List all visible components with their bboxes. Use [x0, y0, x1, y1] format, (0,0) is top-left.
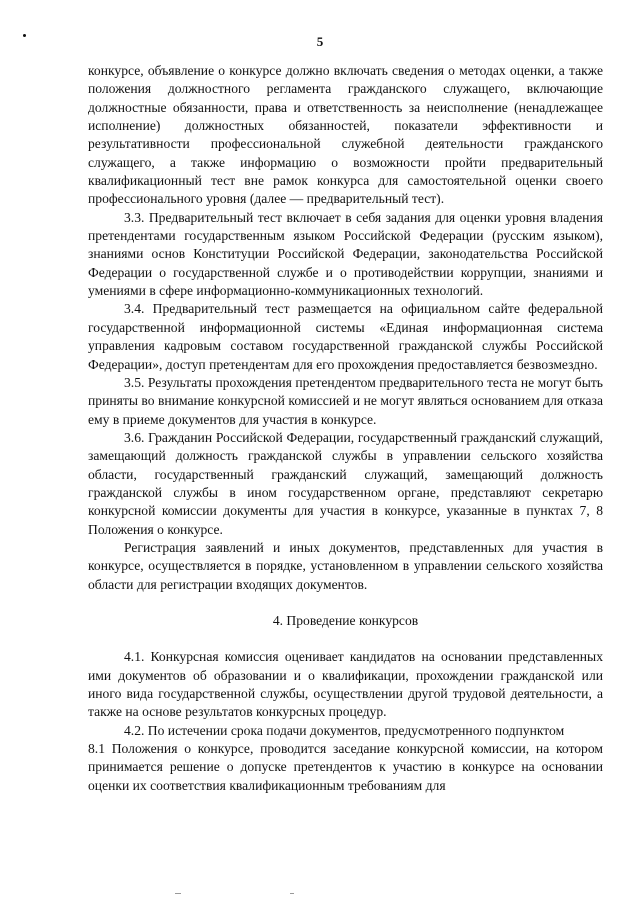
paragraph-registration: Регистрация заявлений и иных документов, представленных для участия в конкурсе, осуществляется в порядке, установленном в управлении сельского хозяйства области для регистрации входящих документов. [88, 539, 603, 592]
paragraph-3-3: 3.3. Предварительный тест включает в себя задания для оценки уровня владения претендентами государственным языком Российской Федерации (русским языком), знаниями основ Конституции Российской Федерации, законодательства Российской Федерации о государственной службе и о противодействии коррупции, знаниями и умениями в сфере информационно-коммуникационных технологий. [88, 209, 603, 299]
document-body [88, 62, 603, 795]
paragraph-8-1: 8.1 Положения о конкурсе, проводится заседание конкурсной комиссии, на котором принимается решение о допуске претендентов к участию в конкурсе на основании оценки их соответствия квалификационным требованиям для [88, 741, 603, 793]
page-number: 5 [316, 34, 324, 49]
section-heading: 4. Проведение конкурсов [272, 612, 419, 628]
paragraph-4-1: 4.1. Конкурсная комиссия оценивает кандидатов на основании представленных ими документов об образовании и о квалификации, прохождении гражданской или иного вида государственной службы, осуществлении другой трудовой деятельности, а также на основе результатов конкурсных процедур. [88, 649, 603, 720]
paragraph-3-6: 3.6. Гражданин Российской Федерации, государственный гражданский служащий, замещающий должность гражданской службы в управлении сельского хозяйства области, государственный гражданский служащий, замещающий должность гражданской службы в ином государственном органе, представляют секретарю конкурсной комиссии документы для участия в конкурсе, указанные в пунктах 7, 8 Положения о конкурсе. [88, 429, 603, 537]
paragraph-4-2: 4.2. По истечении срока подачи документов, предусмотренного подпунктом [124, 722, 565, 738]
paragraph-3-5: 3.5. Результаты прохождения претендентом предварительного теста не могут быть приняты во внимание конкурсной комиссией и не могут являться основанием для отказа ему в приеме документов для участия в конкурсе. [88, 374, 603, 427]
scan-footer-marks [0, 893, 640, 899]
paragraph-3-4: 3.4. Предварительный тест размещается на официальном сайте федеральной государственной информационной системы «Единая информационная система управления кадровым составом государственной гражданской службы Российской Федерации», доступ претендентам для его прохождения предоставляется безвозмездно. [88, 301, 603, 372]
paragraph-continuation: конкурсе, объявление о конкурсе должно включать сведения о методах оценки, а также положения должностного регламента гражданского служащего, включающие должностные обязанности, права и ответственность за неисполнение (ненадлежащее исполнение) должностных обязанностей, показатели эффективности и результативности профессиональной служебной деятельности гражданского служащего, а также информацию о возможности пройти предварительный квалификационный тест вне рамок конкурса для самостоятельной оценки своего профессионального уровня (далее — предварительный тест). [88, 63, 603, 207]
